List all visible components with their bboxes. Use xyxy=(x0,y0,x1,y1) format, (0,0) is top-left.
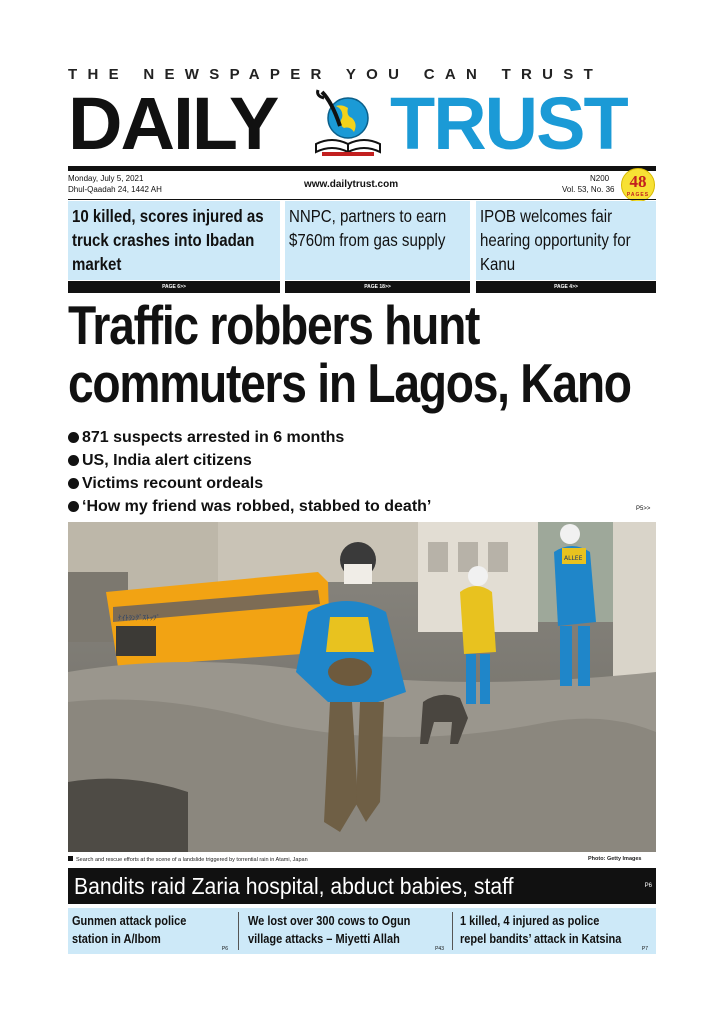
teaser-page-ref: PAGE 4>> xyxy=(476,281,656,293)
bullet-dot-icon xyxy=(68,478,79,489)
photo-caption xyxy=(68,856,656,863)
banner-text: Bandits raid Zaria hospital, abduct babies, staff xyxy=(74,873,514,899)
divider xyxy=(452,912,453,950)
bottom-teaser-page-ref: P7 xyxy=(641,946,648,952)
headline-line-1: Traffic robbers hunt xyxy=(68,294,480,356)
banner-page-ref: P6 xyxy=(644,883,652,889)
bottom-teaser-page-ref: P43 xyxy=(435,946,444,952)
masthead-trust: TRUST xyxy=(390,82,627,165)
bullet-dot-icon xyxy=(68,455,79,466)
teaser-box xyxy=(476,201,656,280)
bottom-teaser-line: Gunmen attack police xyxy=(72,914,187,928)
teaser-text: NNPC, partners to earn $760m from gas supply xyxy=(289,206,447,250)
bullet-text: Victims recount ordeals xyxy=(82,475,264,492)
top-teasers xyxy=(68,201,656,294)
bottom-teasers xyxy=(68,908,656,954)
caption-square-icon xyxy=(68,856,73,861)
masthead xyxy=(68,82,656,165)
bullet-text: 871 suspects arrested in 6 months xyxy=(82,429,345,446)
volume-number: Vol. 53, No. 36 xyxy=(562,185,615,194)
tagline: THE NEWSPAPER YOU CAN TRUST xyxy=(68,66,604,83)
issue-date: Monday, July 5, 2021 xyxy=(68,174,144,183)
teaser-nnpc[interactable] xyxy=(285,201,470,294)
dateline-rule xyxy=(68,199,656,200)
pages-count: 48 xyxy=(629,172,647,191)
teaser-text: 10 killed, scores injured as truck crashes into Ibadan market xyxy=(72,206,264,274)
main-headline[interactable] xyxy=(68,294,631,414)
hijri-date: Dhul-Qaadah 24, 1442 AH xyxy=(68,185,162,194)
pages-badge xyxy=(621,168,655,202)
price: N200 xyxy=(590,174,610,183)
landslide-photo-illustration xyxy=(68,522,656,852)
caption-text: Search and rescue efforts at the scene of a landslide triggered by torrential rain in Atami, Japan xyxy=(76,857,308,863)
bullets-page-ref: P5>> xyxy=(636,506,651,512)
bottom-teaser-line: We lost over 300 cows to Ogun xyxy=(248,914,411,928)
headline-bullets xyxy=(68,426,656,518)
bottom-teaser-gunmen[interactable] xyxy=(72,912,232,952)
photo-credit: Photo: Getty Images xyxy=(588,856,642,862)
headline-line-2: commuters in Lagos, Kano xyxy=(68,352,631,414)
landslide-photo xyxy=(68,522,656,852)
bottom-teaser-line: 1 killed, 4 injured as police xyxy=(460,914,600,928)
pages-label: PAGES xyxy=(626,192,650,198)
teaser-truck-crash[interactable] xyxy=(68,201,280,294)
teaser-text: IPOB welcomes fair hearing opportunity for Kanu xyxy=(480,206,631,274)
bullet-item xyxy=(68,472,656,495)
bottom-banner-headline[interactable] xyxy=(68,868,656,904)
teaser-page-ref: PAGE 18>> xyxy=(285,281,470,293)
teaser-box xyxy=(68,201,280,280)
bullet-text: ‘How my friend was robbed, stabbed to death’ xyxy=(82,498,432,515)
teaser-ipob[interactable] xyxy=(476,201,656,294)
teaser-box xyxy=(285,201,470,280)
divider xyxy=(238,912,239,950)
bullet-dot-icon xyxy=(68,501,79,512)
website-link[interactable]: www.dailytrust.com xyxy=(304,179,399,190)
helmet-text: ALLEE xyxy=(564,555,583,562)
masthead-rule xyxy=(68,166,656,171)
bullet-item xyxy=(68,426,656,449)
dateline xyxy=(68,173,656,199)
bus-sign: ﾅｲﾄﾗﾝｸﾞｽﾄｯﾌﾟ xyxy=(118,614,160,622)
bottom-teaser-katsina[interactable] xyxy=(460,912,652,952)
bottom-teaser-line: village attacks – Miyetti Allah xyxy=(248,932,400,946)
globe-book-quill-logo-icon xyxy=(308,88,388,160)
bottom-teaser-page-ref: P6 xyxy=(221,946,228,952)
bullet-item xyxy=(68,495,656,518)
bullet-text: US, India alert citizens xyxy=(82,452,252,469)
teaser-page-ref: PAGE 6>> xyxy=(68,281,280,293)
bullet-item xyxy=(68,449,656,472)
bottom-teaser-line: station in A/Ibom xyxy=(72,932,161,946)
masthead-daily: DAILY xyxy=(68,82,278,165)
bottom-teaser-cows[interactable] xyxy=(248,912,448,952)
bottom-teaser-line: repel bandits’ attack in Katsina xyxy=(460,932,622,946)
bullet-dot-icon xyxy=(68,432,79,443)
